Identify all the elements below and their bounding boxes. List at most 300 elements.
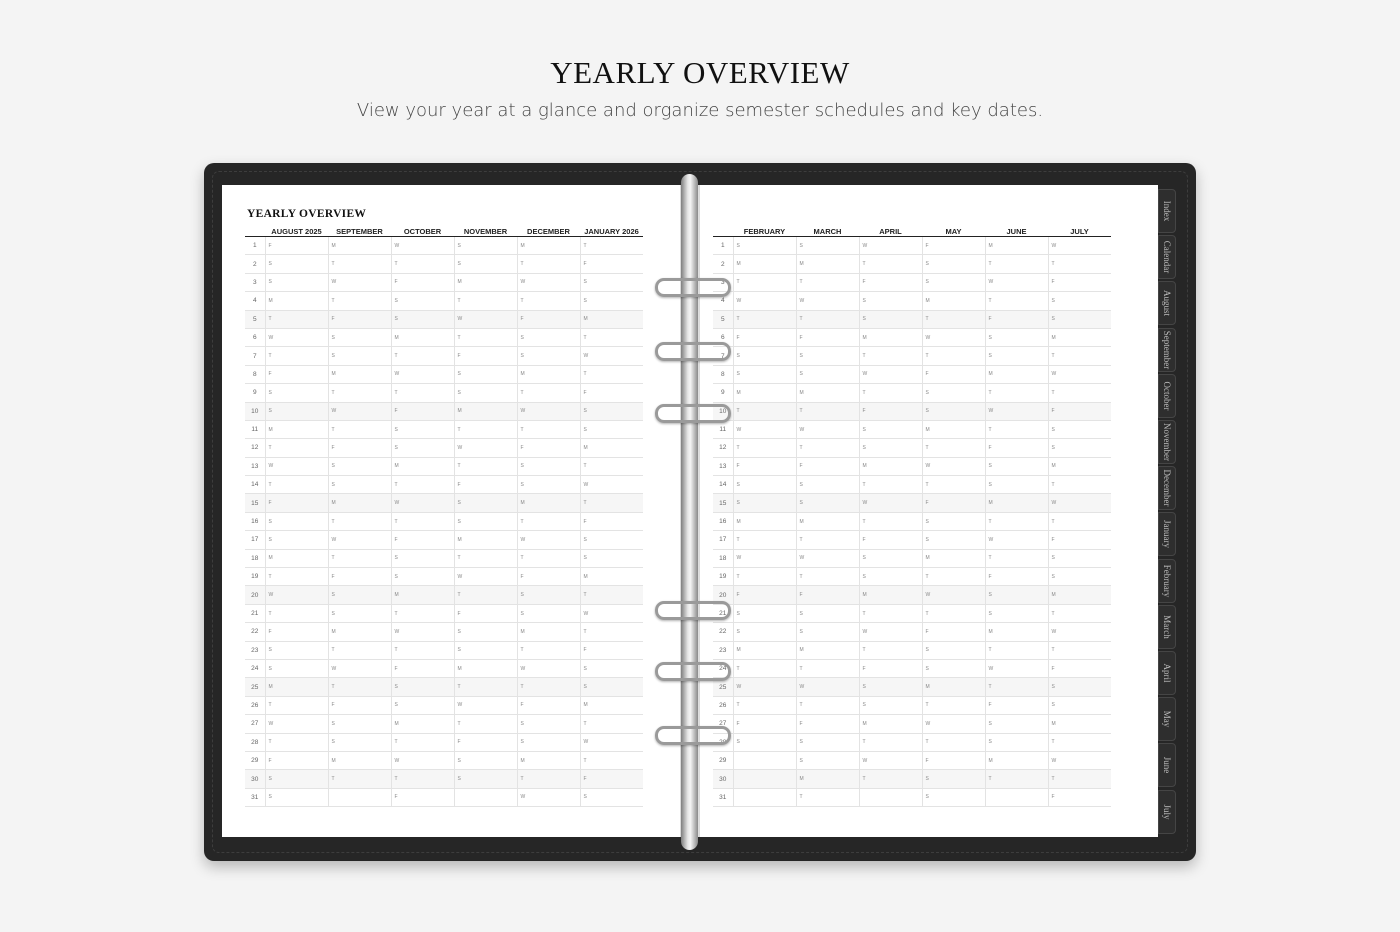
day-cell[interactable]: F — [922, 751, 985, 769]
day-cell[interactable]: T — [796, 696, 859, 714]
day-cell[interactable]: S — [391, 678, 454, 696]
day-cell[interactable]: T — [517, 255, 580, 273]
day-cell[interactable]: M — [517, 623, 580, 641]
day-cell[interactable]: T — [580, 237, 643, 255]
day-cell[interactable]: M — [859, 328, 922, 346]
day-cell[interactable]: S — [733, 733, 796, 751]
day-cell[interactable]: S — [985, 733, 1048, 751]
day-cell[interactable]: M — [922, 549, 985, 567]
day-cell[interactable] — [733, 751, 796, 769]
day-cell[interactable]: M — [265, 678, 328, 696]
day-cell[interactable]: M — [733, 384, 796, 402]
day-cell[interactable]: S — [985, 328, 1048, 346]
day-cell[interactable]: S — [391, 310, 454, 328]
day-cell[interactable]: M — [1048, 586, 1111, 604]
day-cell[interactable]: T — [517, 292, 580, 310]
day-cell[interactable]: S — [328, 733, 391, 751]
day-cell[interactable]: W — [859, 623, 922, 641]
day-cell[interactable]: M — [391, 328, 454, 346]
day-cell[interactable]: S — [796, 476, 859, 494]
day-cell[interactable]: S — [517, 347, 580, 365]
day-cell[interactable]: M — [265, 292, 328, 310]
day-cell[interactable]: S — [796, 751, 859, 769]
day-cell[interactable]: T — [328, 641, 391, 659]
day-cell[interactable]: F — [985, 439, 1048, 457]
day-cell[interactable]: W — [454, 568, 517, 586]
day-cell[interactable]: F — [580, 255, 643, 273]
day-cell[interactable]: W — [985, 273, 1048, 291]
day-cell[interactable]: S — [580, 788, 643, 806]
day-cell[interactable]: T — [733, 568, 796, 586]
day-cell[interactable]: M — [517, 751, 580, 769]
day-cell[interactable]: F — [796, 715, 859, 733]
day-cell[interactable]: W — [517, 273, 580, 291]
day-cell[interactable]: T — [265, 568, 328, 586]
day-cell[interactable]: T — [859, 384, 922, 402]
tab-april[interactable] — [1158, 651, 1176, 695]
day-cell[interactable]: S — [265, 770, 328, 788]
day-cell[interactable]: W — [985, 402, 1048, 420]
day-cell[interactable]: T — [1048, 347, 1111, 365]
day-cell[interactable]: W — [733, 678, 796, 696]
day-cell[interactable]: W — [265, 715, 328, 733]
day-cell[interactable]: S — [265, 641, 328, 659]
day-cell[interactable] — [328, 788, 391, 806]
day-cell[interactable]: T — [517, 641, 580, 659]
day-cell[interactable]: T — [922, 347, 985, 365]
day-cell[interactable]: F — [265, 623, 328, 641]
day-cell[interactable]: S — [985, 604, 1048, 622]
day-cell[interactable]: W — [922, 586, 985, 604]
day-cell[interactable] — [733, 788, 796, 806]
day-cell[interactable]: M — [391, 715, 454, 733]
day-cell[interactable]: T — [733, 402, 796, 420]
day-cell[interactable]: M — [859, 715, 922, 733]
day-cell[interactable]: T — [985, 255, 1048, 273]
day-cell[interactable]: S — [454, 641, 517, 659]
day-cell[interactable]: S — [859, 439, 922, 457]
day-cell[interactable]: F — [580, 770, 643, 788]
day-cell[interactable]: T — [391, 255, 454, 273]
day-cell[interactable]: M — [328, 237, 391, 255]
day-cell[interactable]: F — [265, 237, 328, 255]
day-cell[interactable]: W — [859, 365, 922, 383]
day-cell[interactable]: F — [454, 733, 517, 751]
day-cell[interactable]: T — [796, 568, 859, 586]
day-cell[interactable]: S — [733, 494, 796, 512]
day-cell[interactable]: T — [985, 678, 1048, 696]
day-cell[interactable]: S — [454, 365, 517, 383]
day-cell[interactable]: T — [733, 659, 796, 677]
day-cell[interactable]: S — [517, 733, 580, 751]
day-cell[interactable]: S — [454, 770, 517, 788]
day-cell[interactable]: S — [580, 549, 643, 567]
day-cell[interactable]: S — [328, 347, 391, 365]
day-cell[interactable]: M — [517, 237, 580, 255]
day-cell[interactable]: S — [580, 659, 643, 677]
day-cell[interactable]: T — [859, 347, 922, 365]
day-cell[interactable]: S — [517, 457, 580, 475]
day-cell[interactable]: W — [580, 733, 643, 751]
day-cell[interactable]: S — [391, 420, 454, 438]
day-cell[interactable]: F — [796, 328, 859, 346]
day-cell[interactable]: F — [733, 586, 796, 604]
tab-calendar[interactable] — [1158, 235, 1176, 279]
day-cell[interactable]: T — [517, 678, 580, 696]
day-cell[interactable]: F — [265, 365, 328, 383]
day-cell[interactable]: M — [733, 641, 796, 659]
day-cell[interactable]: W — [922, 457, 985, 475]
day-cell[interactable]: S — [1048, 310, 1111, 328]
day-cell[interactable]: M — [580, 310, 643, 328]
day-cell[interactable]: M — [985, 751, 1048, 769]
day-cell[interactable]: S — [985, 586, 1048, 604]
day-cell[interactable]: F — [328, 310, 391, 328]
day-cell[interactable]: T — [859, 604, 922, 622]
day-cell[interactable]: T — [454, 457, 517, 475]
day-cell[interactable]: T — [517, 549, 580, 567]
day-cell[interactable]: S — [985, 476, 1048, 494]
day-cell[interactable]: W — [391, 751, 454, 769]
day-cell[interactable]: M — [580, 696, 643, 714]
day-cell[interactable]: F — [328, 568, 391, 586]
day-cell[interactable]: T — [328, 292, 391, 310]
day-cell[interactable]: S — [733, 347, 796, 365]
day-cell[interactable]: T — [454, 549, 517, 567]
day-cell[interactable] — [859, 788, 922, 806]
day-cell[interactable]: W — [859, 494, 922, 512]
day-cell[interactable]: F — [517, 696, 580, 714]
day-cell[interactable]: T — [922, 733, 985, 751]
day-cell[interactable]: T — [985, 641, 1048, 659]
day-cell[interactable]: M — [985, 494, 1048, 512]
day-cell[interactable]: T — [265, 696, 328, 714]
tab-january[interactable] — [1158, 512, 1176, 556]
day-cell[interactable]: S — [922, 512, 985, 530]
day-cell[interactable]: S — [1048, 292, 1111, 310]
day-cell[interactable]: S — [922, 659, 985, 677]
day-cell[interactable]: F — [1048, 531, 1111, 549]
day-cell[interactable]: S — [985, 347, 1048, 365]
day-cell[interactable]: S — [922, 641, 985, 659]
day-cell[interactable]: T — [985, 512, 1048, 530]
day-cell[interactable]: T — [265, 310, 328, 328]
day-cell[interactable]: W — [796, 292, 859, 310]
day-cell[interactable]: W — [328, 273, 391, 291]
day-cell[interactable]: S — [796, 237, 859, 255]
day-cell[interactable]: F — [580, 641, 643, 659]
day-cell[interactable]: S — [733, 476, 796, 494]
day-cell[interactable]: M — [859, 586, 922, 604]
day-cell[interactable]: W — [265, 586, 328, 604]
tab-november[interactable] — [1158, 420, 1176, 464]
day-cell[interactable]: T — [517, 420, 580, 438]
day-cell[interactable]: S — [454, 751, 517, 769]
day-cell[interactable]: T — [985, 420, 1048, 438]
day-cell[interactable]: T — [796, 402, 859, 420]
day-cell[interactable]: M — [859, 457, 922, 475]
day-cell[interactable]: T — [922, 476, 985, 494]
day-cell[interactable]: S — [1048, 696, 1111, 714]
day-cell[interactable]: T — [265, 476, 328, 494]
day-cell[interactable]: T — [1048, 512, 1111, 530]
day-cell[interactable]: W — [391, 494, 454, 512]
day-cell[interactable]: M — [796, 255, 859, 273]
day-cell[interactable]: S — [391, 439, 454, 457]
day-cell[interactable]: S — [517, 715, 580, 733]
day-cell[interactable] — [733, 770, 796, 788]
day-cell[interactable]: M — [391, 457, 454, 475]
day-cell[interactable]: F — [922, 237, 985, 255]
day-cell[interactable]: W — [985, 531, 1048, 549]
day-cell[interactable]: F — [391, 402, 454, 420]
day-cell[interactable]: F — [517, 439, 580, 457]
day-cell[interactable]: W — [1048, 365, 1111, 383]
day-cell[interactable]: F — [391, 531, 454, 549]
day-cell[interactable]: T — [922, 439, 985, 457]
day-cell[interactable]: T — [1048, 641, 1111, 659]
day-cell[interactable]: W — [517, 659, 580, 677]
day-cell[interactable]: S — [391, 292, 454, 310]
day-cell[interactable]: S — [454, 512, 517, 530]
day-cell[interactable]: T — [796, 273, 859, 291]
day-cell[interactable]: W — [391, 623, 454, 641]
day-cell[interactable]: F — [454, 476, 517, 494]
day-cell[interactable]: M — [796, 641, 859, 659]
day-cell[interactable]: F — [328, 696, 391, 714]
day-cell[interactable]: F — [859, 531, 922, 549]
day-cell[interactable]: T — [580, 586, 643, 604]
day-cell[interactable]: W — [580, 347, 643, 365]
day-cell[interactable]: S — [328, 457, 391, 475]
day-cell[interactable]: W — [922, 328, 985, 346]
day-cell[interactable]: W — [580, 476, 643, 494]
day-cell[interactable]: T — [922, 696, 985, 714]
day-cell[interactable]: S — [796, 494, 859, 512]
day-cell[interactable]: T — [796, 788, 859, 806]
day-cell[interactable]: F — [733, 457, 796, 475]
day-cell[interactable]: S — [265, 512, 328, 530]
day-cell[interactable]: T — [859, 512, 922, 530]
day-cell[interactable]: W — [1048, 623, 1111, 641]
day-cell[interactable]: F — [1048, 273, 1111, 291]
day-cell[interactable]: F — [859, 659, 922, 677]
day-cell[interactable]: S — [580, 420, 643, 438]
day-cell[interactable]: S — [859, 549, 922, 567]
day-cell[interactable]: T — [391, 476, 454, 494]
tab-december[interactable] — [1158, 466, 1176, 510]
day-cell[interactable]: M — [733, 512, 796, 530]
day-cell[interactable]: F — [328, 439, 391, 457]
day-cell[interactable]: T — [265, 604, 328, 622]
day-cell[interactable]: S — [859, 420, 922, 438]
day-cell[interactable]: F — [391, 788, 454, 806]
day-cell[interactable]: S — [1048, 568, 1111, 586]
day-cell[interactable]: T — [733, 273, 796, 291]
day-cell[interactable]: T — [1048, 604, 1111, 622]
day-cell[interactable]: F — [922, 365, 985, 383]
day-cell[interactable]: F — [985, 568, 1048, 586]
day-cell[interactable]: T — [391, 512, 454, 530]
day-cell[interactable]: M — [985, 237, 1048, 255]
day-cell[interactable]: S — [859, 310, 922, 328]
day-cell[interactable]: M — [454, 402, 517, 420]
day-cell[interactable]: F — [1048, 402, 1111, 420]
day-cell[interactable]: S — [1048, 439, 1111, 457]
tab-september[interactable] — [1158, 328, 1176, 372]
day-cell[interactable]: W — [265, 457, 328, 475]
day-cell[interactable]: T — [391, 733, 454, 751]
day-cell[interactable]: T — [328, 770, 391, 788]
day-cell[interactable]: F — [454, 604, 517, 622]
day-cell[interactable]: M — [796, 770, 859, 788]
day-cell[interactable]: T — [733, 439, 796, 457]
day-cell[interactable]: F — [733, 715, 796, 733]
day-cell[interactable]: T — [922, 604, 985, 622]
day-cell[interactable]: S — [265, 273, 328, 291]
day-cell[interactable]: T — [1048, 255, 1111, 273]
day-cell[interactable]: S — [796, 623, 859, 641]
day-cell[interactable]: W — [517, 531, 580, 549]
day-cell[interactable] — [454, 788, 517, 806]
day-cell[interactable]: M — [985, 365, 1048, 383]
day-cell[interactable]: W — [796, 549, 859, 567]
day-cell[interactable]: W — [328, 659, 391, 677]
day-cell[interactable]: F — [922, 623, 985, 641]
day-cell[interactable]: W — [859, 751, 922, 769]
day-cell[interactable]: F — [922, 494, 985, 512]
day-cell[interactable]: W — [796, 420, 859, 438]
day-cell[interactable]: T — [859, 641, 922, 659]
day-cell[interactable]: F — [265, 494, 328, 512]
day-cell[interactable]: M — [517, 365, 580, 383]
day-cell[interactable]: M — [1048, 328, 1111, 346]
day-cell[interactable]: T — [985, 549, 1048, 567]
tab-may[interactable] — [1158, 697, 1176, 741]
day-cell[interactable]: S — [580, 531, 643, 549]
day-cell[interactable]: T — [985, 384, 1048, 402]
day-cell[interactable]: T — [985, 292, 1048, 310]
day-cell[interactable]: F — [265, 751, 328, 769]
day-cell[interactable]: S — [796, 733, 859, 751]
day-cell[interactable]: W — [733, 420, 796, 438]
day-cell[interactable]: M — [796, 384, 859, 402]
day-cell[interactable]: S — [391, 568, 454, 586]
day-cell[interactable]: T — [580, 494, 643, 512]
day-cell[interactable]: F — [391, 273, 454, 291]
tab-october[interactable] — [1158, 374, 1176, 418]
day-cell[interactable]: S — [985, 715, 1048, 733]
day-cell[interactable]: M — [796, 512, 859, 530]
day-cell[interactable]: T — [391, 604, 454, 622]
day-cell[interactable]: W — [517, 402, 580, 420]
day-cell[interactable]: W — [517, 788, 580, 806]
day-cell[interactable]: S — [859, 568, 922, 586]
day-cell[interactable]: F — [796, 586, 859, 604]
day-cell[interactable]: T — [265, 733, 328, 751]
day-cell[interactable]: M — [328, 623, 391, 641]
day-cell[interactable]: T — [1048, 384, 1111, 402]
day-cell[interactable]: S — [1048, 549, 1111, 567]
day-cell[interactable]: W — [391, 365, 454, 383]
day-cell[interactable]: S — [859, 292, 922, 310]
day-cell[interactable]: S — [265, 659, 328, 677]
day-cell[interactable]: F — [796, 457, 859, 475]
day-cell[interactable]: S — [265, 384, 328, 402]
day-cell[interactable]: T — [580, 457, 643, 475]
day-cell[interactable]: S — [391, 549, 454, 567]
day-cell[interactable]: M — [922, 678, 985, 696]
day-cell[interactable]: S — [454, 623, 517, 641]
day-cell[interactable]: W — [328, 402, 391, 420]
day-cell[interactable]: T — [859, 476, 922, 494]
day-cell[interactable]: W — [796, 678, 859, 696]
day-cell[interactable]: M — [454, 531, 517, 549]
day-cell[interactable]: T — [580, 365, 643, 383]
day-cell[interactable]: T — [454, 715, 517, 733]
day-cell[interactable]: M — [580, 439, 643, 457]
day-cell[interactable]: W — [733, 292, 796, 310]
day-cell[interactable]: T — [859, 255, 922, 273]
day-cell[interactable]: T — [454, 292, 517, 310]
day-cell[interactable]: M — [328, 751, 391, 769]
day-cell[interactable]: T — [580, 328, 643, 346]
day-cell[interactable]: W — [454, 439, 517, 457]
day-cell[interactable]: W — [1048, 237, 1111, 255]
day-cell[interactable]: W — [454, 696, 517, 714]
day-cell[interactable]: W — [265, 328, 328, 346]
day-cell[interactable]: T — [859, 770, 922, 788]
day-cell[interactable]: W — [733, 549, 796, 567]
day-cell[interactable]: S — [796, 347, 859, 365]
day-cell[interactable]: S — [328, 586, 391, 604]
day-cell[interactable]: T — [796, 310, 859, 328]
day-cell[interactable]: S — [517, 476, 580, 494]
day-cell[interactable]: S — [733, 623, 796, 641]
day-cell[interactable]: F — [985, 310, 1048, 328]
day-cell[interactable]: S — [1048, 678, 1111, 696]
day-cell[interactable]: T — [796, 659, 859, 677]
day-cell[interactable]: F — [733, 328, 796, 346]
day-cell[interactable]: S — [265, 788, 328, 806]
day-cell[interactable]: T — [733, 310, 796, 328]
day-cell[interactable]: S — [328, 715, 391, 733]
day-cell[interactable]: S — [328, 476, 391, 494]
day-cell[interactable]: F — [859, 273, 922, 291]
day-cell[interactable]: T — [328, 384, 391, 402]
day-cell[interactable]: T — [328, 512, 391, 530]
day-cell[interactable]: S — [517, 604, 580, 622]
day-cell[interactable]: T — [796, 531, 859, 549]
tab-july[interactable] — [1158, 790, 1176, 834]
day-cell[interactable]: S — [580, 273, 643, 291]
day-cell[interactable]: S — [580, 292, 643, 310]
day-cell[interactable]: T — [1048, 733, 1111, 751]
day-cell[interactable]: T — [328, 549, 391, 567]
day-cell[interactable]: T — [391, 770, 454, 788]
day-cell[interactable]: S — [265, 531, 328, 549]
day-cell[interactable]: T — [922, 310, 985, 328]
day-cell[interactable]: T — [517, 770, 580, 788]
day-cell[interactable]: S — [454, 384, 517, 402]
day-cell[interactable]: W — [1048, 751, 1111, 769]
day-cell[interactable]: T — [265, 439, 328, 457]
day-cell[interactable]: F — [517, 310, 580, 328]
day-cell[interactable]: F — [859, 402, 922, 420]
day-cell[interactable]: S — [859, 696, 922, 714]
day-cell[interactable]: S — [454, 494, 517, 512]
day-cell[interactable]: S — [733, 237, 796, 255]
